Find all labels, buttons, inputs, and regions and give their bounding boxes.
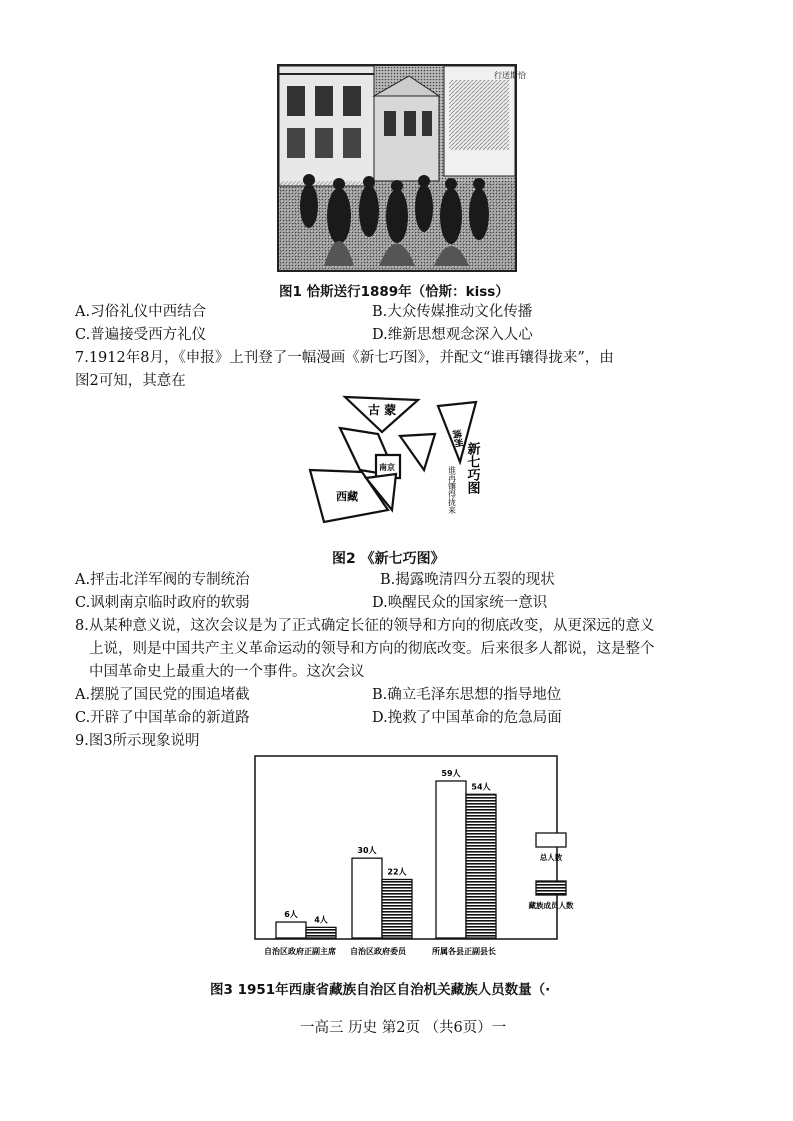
- q8-option-a: A.摆脱了国民党的围追堵截: [75, 687, 250, 703]
- category-label: 自治区政府委员: [350, 947, 406, 956]
- legend-label: 总人数: [539, 853, 563, 862]
- bar-total-2: [436, 781, 466, 938]
- q8-stem-line-1: 8.从某种意义说，这次会议是为了正式确定长征的领导和方向的彻底改变，从更深远的意义: [75, 618, 655, 634]
- bar-tibetan-1: [382, 879, 412, 938]
- q8-stem-line-2: 上说，则是中国共产主义革命运动的领导和方向的彻底改变。后来很多人都说，这是整个: [89, 641, 655, 657]
- page-footer: 一高三 历史 第2页 （共6页）一: [300, 1020, 507, 1036]
- category-label: 自治区政府正副主席: [264, 947, 336, 956]
- q6-option-a: A.习俗礼仪中西结合: [75, 304, 207, 320]
- legend-swatch: [536, 881, 566, 895]
- q7-stem-line-2: 图2可知，其意在: [75, 373, 186, 389]
- tangram-piece-right-triangle: [400, 434, 435, 470]
- street-scene-engraving: [279, 66, 526, 270]
- q6-option-b: B.大众传媒推动文化传播: [372, 304, 533, 320]
- bar-data-label: 54人: [471, 782, 491, 792]
- tangram-cartoon-title: 新七巧图: [464, 442, 480, 494]
- q9-stem-line-1: 9.图3所示现象说明: [75, 733, 200, 749]
- bar-total-0: [276, 922, 306, 938]
- figure-1-inset-text: 行送斯恰: [494, 71, 526, 80]
- q8-option-d: D.挽救了中国革命的危急局面: [372, 710, 562, 726]
- q6-option-c: C.普遍接受西方礼仪: [75, 327, 207, 343]
- legend-label: 藏族成员人数: [528, 901, 574, 910]
- q8-option-b: B.确立毛泽东思想的指导地位: [372, 687, 562, 703]
- q7-option-a: A.抨击北洋军阀的专制统治: [75, 572, 250, 588]
- category-label: 所属各县正副县长: [432, 947, 496, 956]
- q7-stem-line-1: 7.1912年8月，《申报》上刊登了一幅漫画《新七巧图》，并配文“谁再镶得拢来”，由: [75, 350, 614, 366]
- tangram-pieces: [300, 392, 500, 542]
- bar-tibetan-0: [306, 927, 336, 938]
- bar-data-label: 4人: [314, 915, 328, 925]
- tangram-label-tibet: 西藏: [336, 490, 358, 503]
- bar-total-1: [352, 858, 382, 938]
- figure-2-caption: 图2 《新七巧图》: [332, 551, 445, 567]
- figure-3-caption: 图3 1951年西康省藏族自治区自治机关藏族人员数量（·: [210, 982, 551, 998]
- bar-data-label: 22人: [387, 867, 407, 877]
- bar-tibetan-2: [466, 794, 496, 938]
- q8-stem-line-3: 中国革命史上最重大的一个事件。这次会议: [89, 664, 365, 680]
- tangram-label-manchuria: 满洲: [450, 428, 464, 449]
- q7-option-c: C.讽刺南京临时政府的软弱: [75, 595, 250, 611]
- q6-option-d: D.维新思想观念深入人心: [372, 327, 533, 343]
- bar-chart-svg: [254, 755, 574, 960]
- q7-option-d: D.唤醒民众的国家统一意识: [372, 595, 548, 611]
- q8-option-c: C.开辟了中国革命的新道路: [75, 710, 250, 726]
- figure-3-bar-chart: [254, 755, 574, 960]
- legend-swatch: [536, 833, 566, 847]
- figure-2-tangram-cartoon: [300, 392, 500, 542]
- bar-data-label: 30人: [357, 846, 377, 856]
- figure-1-caption: 图1 恰斯送行1889年（恰斯：kiss）: [279, 284, 509, 300]
- tangram-cartoon-verse: 谁再镶得拢来: [447, 466, 457, 514]
- bar-data-label: 6人: [284, 910, 298, 920]
- tangram-label-nanjing: 南京: [379, 463, 395, 472]
- tangram-label-mongolia: 古 蒙: [368, 403, 397, 417]
- figure-1-illustration: [277, 64, 526, 272]
- bar-data-label: 59人: [441, 768, 461, 778]
- q7-option-b: B.揭露晚清四分五裂的现状: [380, 572, 555, 588]
